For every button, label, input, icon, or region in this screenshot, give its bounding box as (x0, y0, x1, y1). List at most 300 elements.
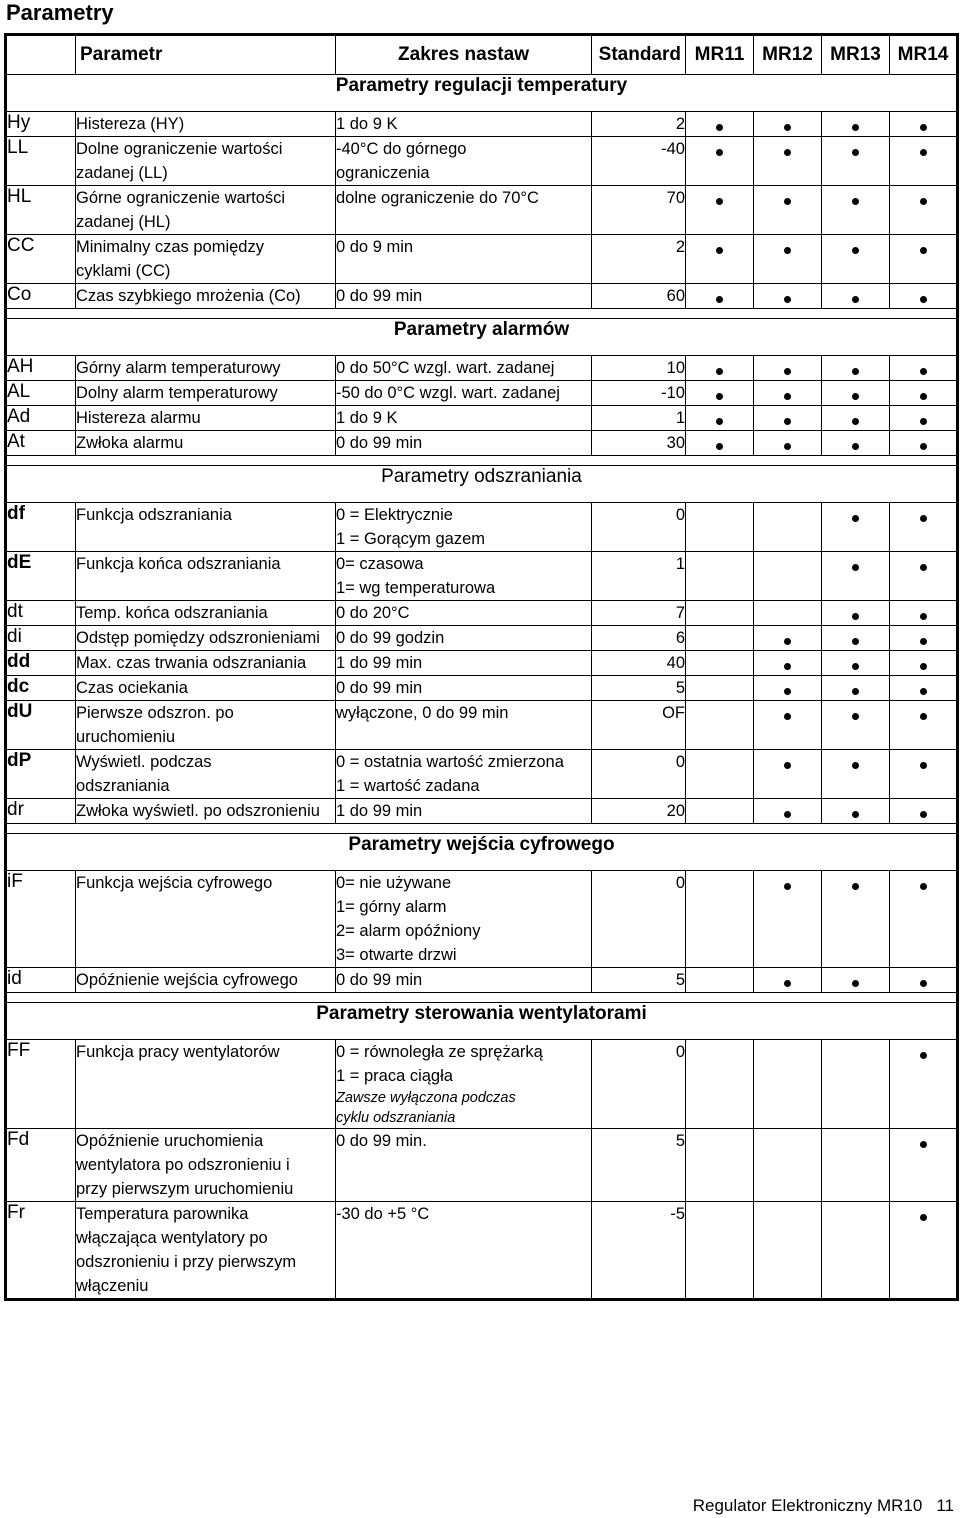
section-title: Parametry alarmów (6, 319, 958, 356)
availability-dot-icon (784, 762, 791, 769)
header-standard: Standard (592, 35, 686, 75)
param-code: dE (6, 552, 76, 601)
model-cell-mr14 (890, 626, 958, 651)
model-cell-mr11 (686, 968, 754, 993)
model-cell-mr14 (890, 871, 958, 968)
param-name-line: cyklami (CC) (76, 262, 171, 280)
param-code: iF (6, 871, 76, 968)
model-cell-mr13 (822, 968, 890, 993)
page-footer (693, 1496, 954, 1516)
table-row (6, 1129, 958, 1202)
availability-dot-icon (920, 124, 927, 131)
availability-dot-icon (920, 393, 927, 400)
param-name (76, 651, 336, 676)
availability-dot-icon (852, 368, 859, 375)
table-row (6, 701, 958, 750)
model-cell-mr12 (754, 651, 822, 676)
availability-dot-icon (920, 515, 927, 522)
model-cell-mr11 (686, 186, 754, 235)
availability-dot-icon (784, 247, 791, 254)
param-code: LL (6, 137, 76, 186)
availability-dot-icon (920, 663, 927, 670)
model-cell-mr12 (754, 381, 822, 406)
availability-dot-icon (920, 811, 927, 818)
model-cell-mr12 (754, 1202, 822, 1300)
model-cell-mr14 (890, 381, 958, 406)
model-cell-mr14 (890, 284, 958, 309)
model-cell-mr12 (754, 601, 822, 626)
param-code: id (6, 968, 76, 993)
param-range (336, 1129, 592, 1202)
model-cell-mr12 (754, 626, 822, 651)
param-name-line: zadanej (HL) (76, 213, 171, 231)
param-name-line: Funkcja wejścia cyfrowego (76, 874, 273, 892)
availability-dot-icon (784, 883, 791, 890)
model-cell-mr11 (686, 284, 754, 309)
section-gap-cell (6, 993, 958, 1003)
model-cell-mr12 (754, 750, 822, 799)
param-standard: 20 (592, 799, 686, 824)
availability-dot-icon (920, 638, 927, 645)
param-name-line: Funkcja końca odszraniania (76, 555, 281, 573)
param-standard: 1 (592, 552, 686, 601)
param-standard: -40 (592, 137, 686, 186)
model-cell-mr13 (822, 235, 890, 284)
model-cell-mr14 (890, 406, 958, 431)
table-header-row (6, 35, 958, 75)
section-gap-cell (6, 456, 958, 466)
model-cell-mr13 (822, 799, 890, 824)
model-cell-mr12 (754, 503, 822, 552)
section-gap-cell (6, 824, 958, 834)
param-range-line: 1 do 99 min (336, 654, 423, 672)
param-code: AL (6, 381, 76, 406)
param-name-line: odszronieniu i przy pierwszym (76, 1253, 297, 1271)
availability-dot-icon (716, 418, 723, 425)
param-range-line: 1 = wartość zadana (336, 777, 480, 795)
model-cell-mr13 (822, 552, 890, 601)
availability-dot-icon (920, 1141, 927, 1148)
availability-dot-icon (784, 198, 791, 205)
param-range (336, 701, 592, 750)
availability-dot-icon (716, 393, 723, 400)
param-name (76, 503, 336, 552)
param-name-line: uruchomieniu (76, 728, 176, 746)
param-range-line: -50 do 0°C wzgl. wart. zadanej (336, 384, 560, 402)
model-cell-mr11 (686, 1202, 754, 1300)
section-header-row (6, 466, 958, 503)
availability-dot-icon (852, 515, 859, 522)
param-code: CC (6, 235, 76, 284)
model-cell-mr13 (822, 284, 890, 309)
model-cell-mr13 (822, 750, 890, 799)
param-code: Hy (6, 112, 76, 137)
param-range-line: 0 = Elektrycznie (336, 506, 453, 524)
availability-dot-icon (920, 418, 927, 425)
model-cell-mr13 (822, 1129, 890, 1202)
availability-dot-icon (852, 198, 859, 205)
table-row (6, 186, 958, 235)
param-name (76, 356, 336, 381)
param-standard: 10 (592, 356, 686, 381)
param-code: Fr (6, 1202, 76, 1300)
param-name-line: Funkcja pracy wentylatorów (76, 1043, 280, 1061)
availability-dot-icon (852, 762, 859, 769)
section-header-row (6, 75, 958, 112)
model-cell-mr14 (890, 651, 958, 676)
section-header-row (6, 319, 958, 356)
model-cell-mr11 (686, 137, 754, 186)
param-name-line: Temp. końca odszraniania (76, 604, 268, 622)
param-range (336, 284, 592, 309)
model-cell-mr11 (686, 799, 754, 824)
param-name-line: Dolny alarm temperaturowy (76, 384, 278, 402)
param-range-line: 1 = praca ciągła (336, 1067, 453, 1085)
model-cell-mr14 (890, 601, 958, 626)
param-range (336, 503, 592, 552)
param-range-line: dolne ograniczenie do 70°C (336, 189, 539, 207)
param-range (336, 601, 592, 626)
model-cell-mr12 (754, 112, 822, 137)
table-row (6, 799, 958, 824)
model-cell-mr12 (754, 284, 822, 309)
param-name (76, 381, 336, 406)
param-range (336, 676, 592, 701)
param-range-line: wyłączone, 0 do 99 min (336, 704, 509, 722)
model-cell-mr11 (686, 601, 754, 626)
model-cell-mr12 (754, 871, 822, 968)
table-row (6, 356, 958, 381)
availability-dot-icon (852, 980, 859, 987)
param-code: Co (6, 284, 76, 309)
param-range-line: 0= nie używane (336, 874, 452, 892)
availability-dot-icon (852, 688, 859, 695)
availability-dot-icon (784, 418, 791, 425)
footer-doc-title: Regulator Elektroniczny MR10 (692, 1496, 923, 1515)
availability-dot-icon (852, 124, 859, 131)
param-standard: 5 (592, 1129, 686, 1202)
model-cell-mr14 (890, 1129, 958, 1202)
availability-dot-icon (716, 198, 723, 205)
model-cell-mr11 (686, 651, 754, 676)
param-range (336, 1202, 592, 1300)
model-cell-mr11 (686, 381, 754, 406)
model-cell-mr12 (754, 235, 822, 284)
model-cell-mr11 (686, 503, 754, 552)
param-name (76, 701, 336, 750)
availability-dot-icon (784, 638, 791, 645)
param-name-line: zadanej (LL) (76, 164, 168, 182)
param-range-line: 0 do 99 min (336, 287, 423, 305)
availability-dot-icon (920, 613, 927, 620)
model-cell-mr13 (822, 626, 890, 651)
table-row (6, 552, 958, 601)
param-name (76, 601, 336, 626)
param-range-line: 0 do 99 min (336, 971, 423, 989)
param-range-line: 0 do 99 godzin (336, 629, 445, 647)
availability-dot-icon (784, 393, 791, 400)
availability-dot-icon (716, 149, 723, 156)
param-name (76, 112, 336, 137)
param-name-line: Czas szybkiego mrożenia (Co) (76, 287, 301, 305)
header-param: Parametr (76, 35, 336, 75)
param-name-line: Histereza (HY) (76, 115, 185, 133)
availability-dot-icon (920, 688, 927, 695)
availability-dot-icon (852, 393, 859, 400)
param-standard: 30 (592, 431, 686, 456)
param-range-line: 0 do 9 min (336, 238, 414, 256)
availability-dot-icon (784, 811, 791, 818)
table-row (6, 431, 958, 456)
param-range-line: 0 do 99 min. (336, 1132, 427, 1150)
availability-dot-icon (784, 296, 791, 303)
model-cell-mr12 (754, 968, 822, 993)
header-range: Zakres nastaw (336, 35, 592, 75)
model-cell-mr11 (686, 112, 754, 137)
param-range-line: 0 = ostatnia wartość zmierzona (336, 753, 564, 771)
model-cell-mr13 (822, 651, 890, 676)
table-row (6, 601, 958, 626)
availability-dot-icon (852, 247, 859, 254)
availability-dot-icon (852, 564, 859, 571)
model-cell-mr14 (890, 701, 958, 750)
param-code: df (6, 503, 76, 552)
availability-dot-icon (920, 883, 927, 890)
param-range (336, 235, 592, 284)
parameters-table (4, 33, 959, 1301)
availability-dot-icon (852, 296, 859, 303)
model-cell-mr13 (822, 406, 890, 431)
param-name-line: Wyświetl. podczas (76, 753, 212, 771)
model-cell-mr14 (890, 356, 958, 381)
model-cell-mr12 (754, 701, 822, 750)
model-cell-mr13 (822, 503, 890, 552)
availability-dot-icon (920, 713, 927, 720)
header-model: MR12 (754, 35, 822, 75)
section-gap (6, 824, 958, 834)
availability-dot-icon (852, 713, 859, 720)
model-cell-mr11 (686, 235, 754, 284)
table-row (6, 871, 958, 968)
model-cell-mr14 (890, 186, 958, 235)
section-title: Parametry regulacji temperatury (6, 75, 958, 112)
availability-dot-icon (716, 443, 723, 450)
model-cell-mr14 (890, 235, 958, 284)
availability-dot-icon (920, 368, 927, 375)
availability-dot-icon (852, 443, 859, 450)
param-name (76, 406, 336, 431)
param-range (336, 799, 592, 824)
model-cell-mr14 (890, 676, 958, 701)
param-name-line: Górny alarm temperaturowy (76, 359, 281, 377)
model-cell-mr14 (890, 503, 958, 552)
param-range-line: 1 do 99 min (336, 802, 423, 820)
model-cell-mr13 (822, 431, 890, 456)
param-code: di (6, 626, 76, 651)
param-code: dP (6, 750, 76, 799)
model-cell-mr12 (754, 137, 822, 186)
section-gap (6, 993, 958, 1003)
param-name-line: wentylatora po odszronieniu i (76, 1156, 290, 1174)
table-row (6, 626, 958, 651)
param-name-line: Górne ograniczenie wartości (76, 189, 286, 207)
model-cell-mr12 (754, 552, 822, 601)
model-cell-mr13 (822, 1040, 890, 1129)
param-range (336, 381, 592, 406)
param-name-line: Temperatura parownika (76, 1205, 249, 1223)
header-model: MR13 (822, 35, 890, 75)
model-cell-mr13 (822, 137, 890, 186)
param-code: dc (6, 676, 76, 701)
availability-dot-icon (852, 149, 859, 156)
model-cell-mr13 (822, 871, 890, 968)
param-range (336, 137, 592, 186)
availability-dot-icon (920, 443, 927, 450)
param-standard: 2 (592, 112, 686, 137)
model-cell-mr13 (822, 676, 890, 701)
model-cell-mr14 (890, 137, 958, 186)
param-name-line: Dolne ograniczenie wartości (76, 140, 283, 158)
availability-dot-icon (920, 247, 927, 254)
header-code (6, 35, 76, 75)
model-cell-mr12 (754, 186, 822, 235)
model-cell-mr14 (890, 799, 958, 824)
param-name (76, 871, 336, 968)
param-range-line: 0= czasowa (336, 555, 424, 573)
table-row (6, 676, 958, 701)
param-standard: 70 (592, 186, 686, 235)
model-cell-mr11 (686, 1129, 754, 1202)
model-cell-mr11 (686, 431, 754, 456)
table-row (6, 406, 958, 431)
availability-dot-icon (784, 149, 791, 156)
availability-dot-icon (852, 613, 859, 620)
param-name-line: Histereza alarmu (76, 409, 201, 427)
param-range-line: 1= wg temperaturowa (336, 579, 496, 597)
model-cell-mr11 (686, 701, 754, 750)
param-range-line: 1 = Gorącym gazem (336, 530, 486, 548)
param-range-line: ograniczenia (336, 164, 430, 182)
table-row (6, 651, 958, 676)
param-standard: 5 (592, 968, 686, 993)
table-row (6, 968, 958, 993)
section-title: Parametry odszraniania (6, 466, 958, 503)
availability-dot-icon (920, 980, 927, 987)
page-title: Parametry (6, 0, 114, 25)
param-name (76, 968, 336, 993)
availability-dot-icon (784, 124, 791, 131)
param-name (76, 1202, 336, 1300)
param-standard: 5 (592, 676, 686, 701)
model-cell-mr11 (686, 626, 754, 651)
model-cell-mr14 (890, 431, 958, 456)
param-code: HL (6, 186, 76, 235)
model-cell-mr13 (822, 356, 890, 381)
model-cell-mr13 (822, 701, 890, 750)
model-cell-mr13 (822, 381, 890, 406)
param-range-line: 1 do 9 K (336, 115, 398, 133)
model-cell-mr12 (754, 406, 822, 431)
model-cell-mr13 (822, 1202, 890, 1300)
param-standard: 7 (592, 601, 686, 626)
model-cell-mr12 (754, 1129, 822, 1202)
param-code: FF (6, 1040, 76, 1129)
model-cell-mr12 (754, 1040, 822, 1129)
availability-dot-icon (784, 713, 791, 720)
model-cell-mr13 (822, 112, 890, 137)
availability-dot-icon (920, 198, 927, 205)
param-range-line: 1= górny alarm (336, 898, 447, 916)
param-standard: 0 (592, 1040, 686, 1129)
availability-dot-icon (716, 368, 723, 375)
param-name (76, 676, 336, 701)
param-range (336, 871, 592, 968)
param-range (336, 651, 592, 676)
availability-dot-icon (920, 296, 927, 303)
param-standard: 0 (592, 750, 686, 799)
table-row (6, 381, 958, 406)
model-cell-mr13 (822, 186, 890, 235)
footer-page-number: 11 (936, 1496, 954, 1515)
param-name (76, 1129, 336, 1202)
section-gap (6, 456, 958, 466)
param-name (76, 552, 336, 601)
section-header-row (6, 1003, 958, 1040)
param-range-line: 0 do 99 min (336, 434, 423, 452)
param-range-line: 0 do 99 min (336, 679, 423, 697)
param-name (76, 799, 336, 824)
param-range-line: 2= alarm opóźniony (336, 922, 481, 940)
table-row (6, 750, 958, 799)
param-name (76, 186, 336, 235)
model-cell-mr11 (686, 871, 754, 968)
section-header-row (6, 834, 958, 871)
table-row (6, 503, 958, 552)
param-range-line: 0 do 20°C (336, 604, 410, 622)
param-range-line: -30 do +5 °C (336, 1205, 430, 1223)
header-model: MR14 (890, 35, 958, 75)
param-standard: 6 (592, 626, 686, 651)
param-name-line: odszraniania (76, 777, 170, 795)
param-range (336, 431, 592, 456)
param-code: Fd (6, 1129, 76, 1202)
param-range (336, 406, 592, 431)
param-range (336, 626, 592, 651)
model-cell-mr11 (686, 676, 754, 701)
param-name-line: Czas ociekania (76, 679, 188, 697)
availability-dot-icon (784, 368, 791, 375)
param-range (336, 186, 592, 235)
param-standard: -5 (592, 1202, 686, 1300)
param-name (76, 235, 336, 284)
model-cell-mr14 (890, 552, 958, 601)
param-code: AH (6, 356, 76, 381)
param-name (76, 750, 336, 799)
model-cell-mr12 (754, 356, 822, 381)
section-gap (6, 309, 958, 319)
model-cell-mr11 (686, 356, 754, 381)
param-code: dd (6, 651, 76, 676)
param-code: dr (6, 799, 76, 824)
param-range-note: Zawsze wyłączona podczas (336, 1090, 516, 1106)
model-cell-mr14 (890, 1202, 958, 1300)
param-name (76, 1040, 336, 1129)
availability-dot-icon (852, 638, 859, 645)
param-range-line: 0 = równoległa ze sprężarką (336, 1043, 543, 1061)
param-name-line: Zwłoka wyświetl. po odszronieniu (76, 802, 320, 820)
param-range-line: 1 do 9 K (336, 409, 398, 427)
param-standard: 40 (592, 651, 686, 676)
